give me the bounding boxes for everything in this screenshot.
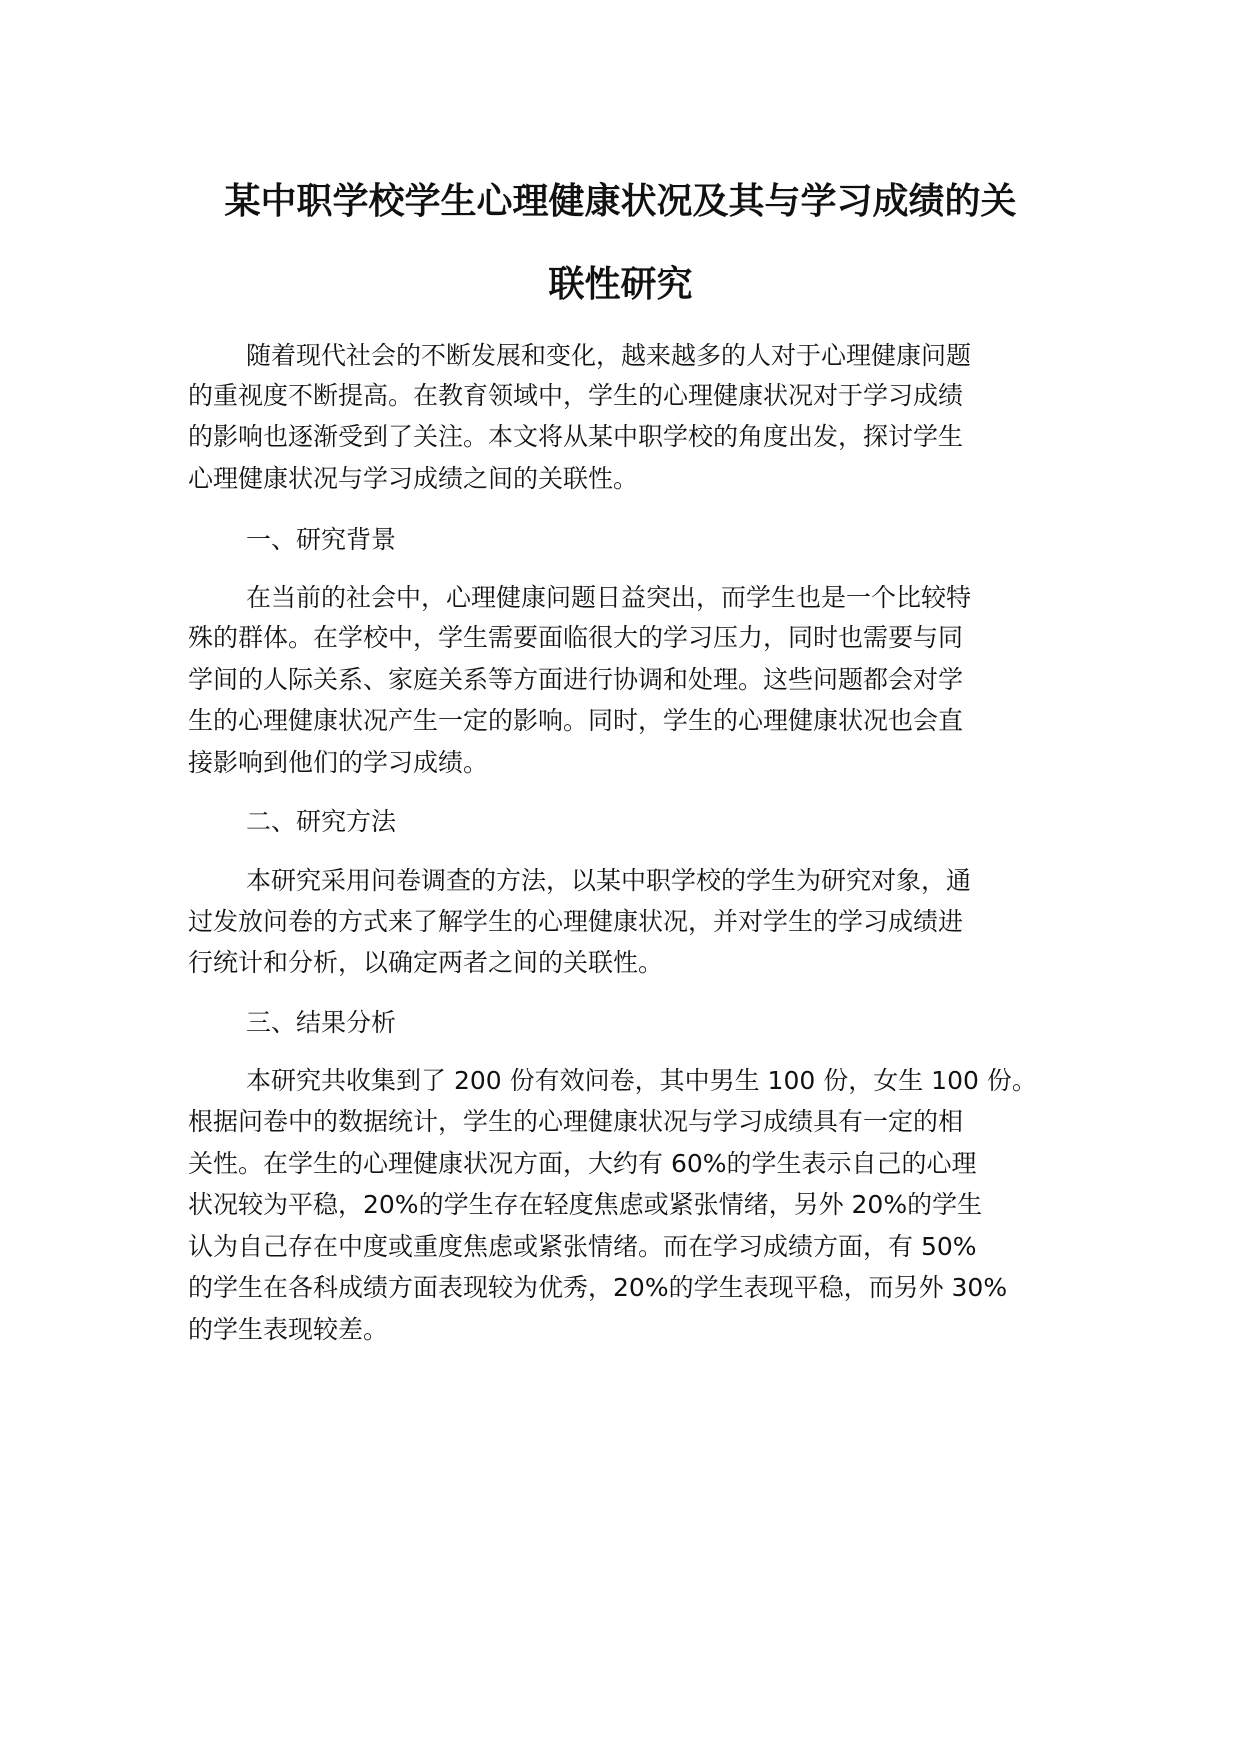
intro-line: 的重视度不断提高。在教育领域中，学生的心理健康状况对于学习成绩 — [188, 381, 964, 410]
document-title-line-1: 某中职学校学生心理健康状况及其与学习成绩的关 — [224, 181, 1017, 222]
intro-line: 的影响也逐渐受到了关注。本文将从某中职学校的角度出发，探讨学生 — [188, 422, 964, 451]
section1-line: 学间的人际关系、家庭关系等方面进行协调和处理。这些问题都会对学 — [188, 665, 964, 694]
section3-line: 状况较为平稳，20%的学生存在轻度焦虑或紧张情绪，另外 20%的学生 — [188, 1190, 983, 1219]
section2-line: 行统计和分析，以确定两者之间的关联性。 — [188, 948, 664, 977]
section1-line: 在当前的社会中，心理健康问题日益突出，而学生也是一个比较特 — [246, 583, 972, 612]
section-heading-background: 一、研究背景 — [246, 525, 397, 554]
section3-line: 关性。在学生的心理健康状况方面，大约有 60%的学生表示自己的心理 — [188, 1149, 977, 1178]
section3-line: 根据问卷中的数据统计，学生的心理健康状况与学习成绩具有一定的相 — [188, 1107, 964, 1136]
section2-line: 过发放问卷的方式来了解学生的心理健康状况，并对学生的学习成绩进 — [188, 907, 964, 936]
section3-line: 的学生在各科成绩方面表现较为优秀，20%的学生表现平稳，而另外 30% — [188, 1273, 1008, 1302]
section2-line: 本研究采用问卷调查的方法，以某中职学校的学生为研究对象，通 — [246, 866, 972, 895]
section1-line: 殊的群体。在学校中，学生需要面临很大的学习压力，同时也需要与同 — [188, 623, 964, 652]
intro-line: 随着现代社会的不断发展和变化，越来越多的人对于心理健康问题 — [246, 341, 972, 370]
section3-line: 的学生表现较差。 — [188, 1315, 389, 1344]
document-title-line-2: 联性研究 — [548, 264, 693, 305]
intro-line: 心理健康状况与学习成绩之间的关联性。 — [188, 464, 639, 493]
section1-line: 接影响到他们的学习成绩。 — [188, 748, 489, 777]
section3-line: 本研究共收集到了 200 份有效问卷，其中男生 100 份，女生 100 份。 — [246, 1066, 1037, 1095]
section1-line: 生的心理健康状况产生一定的影响。同时，学生的心理健康状况也会直 — [188, 706, 964, 735]
section3-line: 认为自己存在中度或重度焦虑或紧张情绪。而在学习成绩方面，有 50% — [188, 1232, 977, 1261]
section-heading-results: 三、结果分析 — [246, 1008, 397, 1037]
section-heading-method: 二、研究方法 — [246, 807, 397, 836]
